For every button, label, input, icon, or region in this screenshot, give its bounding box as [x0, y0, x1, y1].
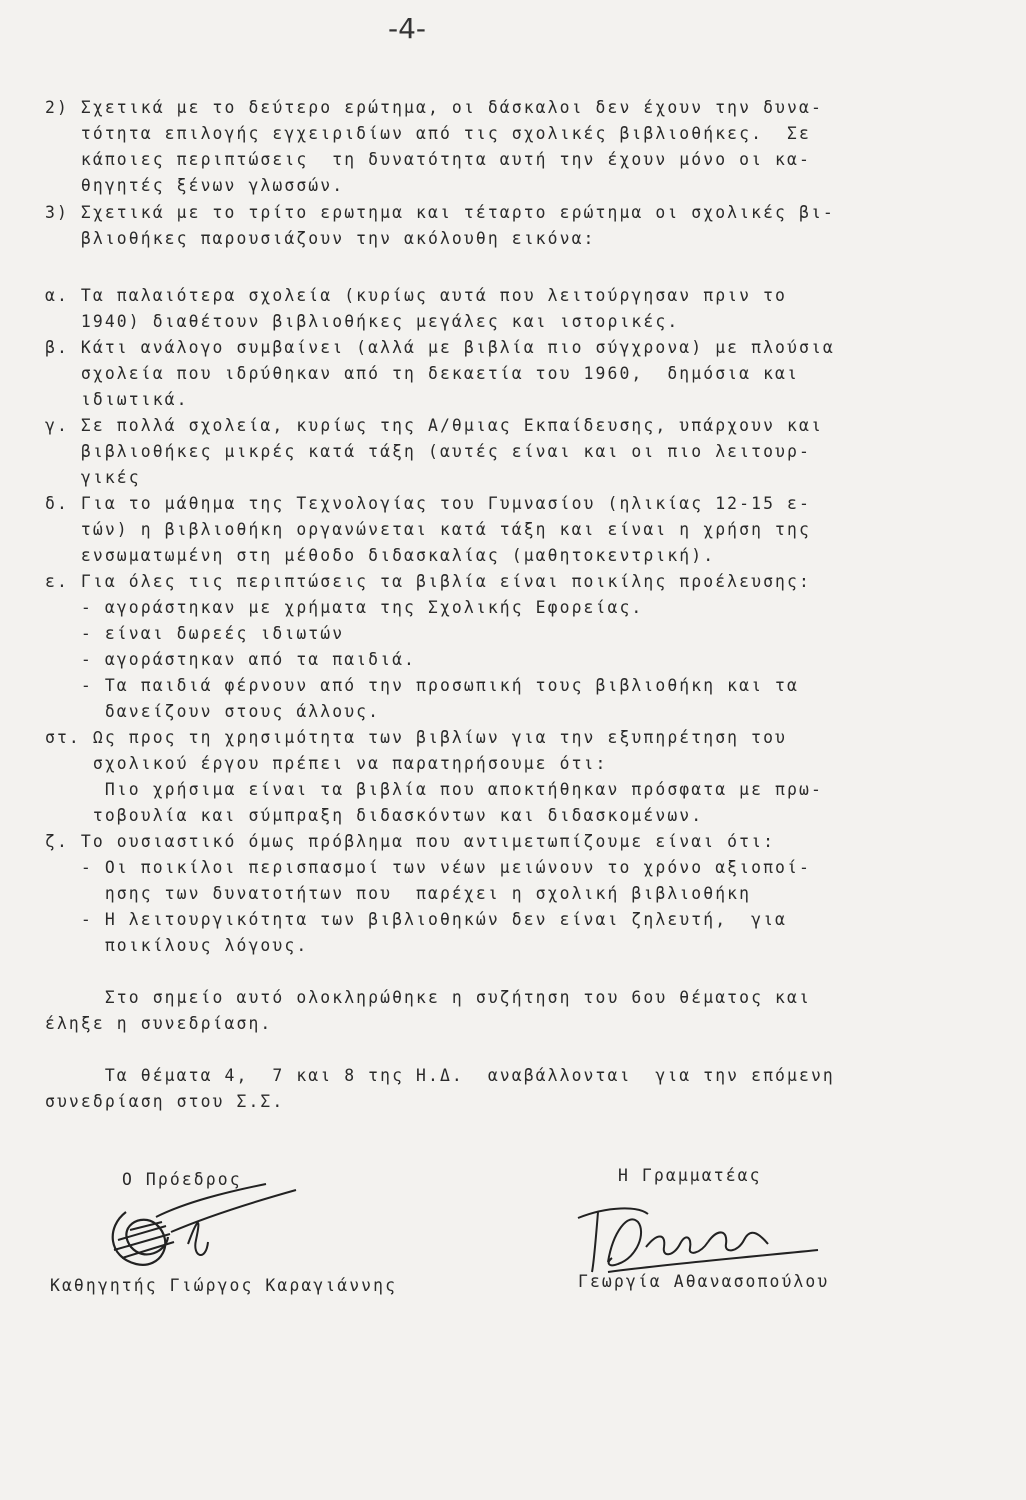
- text-line: δ. Για το μάθημα της Τεχνολογίας του Γυμνασίου (ηλικίας 12-15 ε-: [45, 494, 811, 513]
- text-line: τών) η βιβλιοθήκη οργανώνεται κατά τάξη και είναι η χρήση της: [45, 520, 811, 539]
- text-line: ησης των δυνατοτήτων που παρέχει η σχολική βιβλιοθήκη: [45, 884, 752, 903]
- secretary-name: Γεωργία Αθανασοπούλου: [578, 1272, 830, 1291]
- text-line: ζ. Το ουσιαστικό όμως πρόβλημα που αντιμετωπίζουμε είναι ότι:: [45, 832, 776, 851]
- text-line: Στο σημείο αυτό ολοκληρώθηκε η συζήτηση του 6ου θέματος και: [45, 988, 811, 1007]
- president-name: Καθηγητής Γιώργος Καραγιάννης: [50, 1276, 398, 1295]
- secretary-role: Η Γραμματέας: [618, 1166, 762, 1185]
- text-line: β. Κάτι ανάλογο συμβαίνει (αλλά με βιβλία πιο σύγχρονα) με πλούσια: [45, 338, 835, 357]
- text-line: 1940) διαθέτουν βιβλιοθήκες μεγάλες και ιστορικές.: [45, 312, 680, 331]
- text-line: βιβλιοθήκες μικρές κατά τάξη (αυτές είναι και οι πιο λειτουρ-: [45, 442, 811, 461]
- text-line: - Η λειτουργικότητα των βιβλιοθηκών δεν είναι ζηλευτή, για: [45, 910, 788, 929]
- text-line: τότητα επιλογής εγχειριδίων από τις σχολικές βιβλιοθήκες. Σε: [45, 124, 811, 143]
- text-line: - Οι ποικίλοι περισπασμοί των νέων μειώνουν το χρόνο αξιοποί-: [45, 858, 811, 877]
- text-line: στ. Ως προς τη χρησιμότητα των βιβλίων για την εξυπηρέτηση του: [45, 728, 788, 747]
- text-line: 3) Σχετικά με το τρίτο ερωτημα και τέταρτο ερώτημα οι σχολικές βι-: [45, 203, 835, 222]
- text-line: σχολικού έργου πρέπει να παρατηρήσουμε ότι:: [45, 754, 608, 773]
- text-line: γικές: [45, 468, 141, 487]
- text-line: σχολεία που ιδρύθηκαν από τη δεκαετία του 1960, δημόσια και: [45, 364, 799, 383]
- text-line: - Τα παιδιά φέρνουν από την προσωπική τους βιβλιοθήκη και τα: [45, 676, 799, 695]
- president-signature: [96, 1182, 326, 1282]
- text-line: Τα θέματα 4, 7 και 8 της Η.Δ. αναβάλλονται για την επόμενη: [45, 1066, 835, 1085]
- text-line: α. Τα παλαιότερα σχολεία (κυρίως αυτά που λειτούργησαν πριν το: [45, 286, 788, 305]
- text-line: Πιο χρήσιμα είναι τα βιβλία που αποκτήθηκαν πρόσφατα με πρω-: [45, 780, 823, 799]
- text-line: - είναι δωρεές ιδιωτών: [45, 624, 345, 643]
- text-line: βλιοθήκες παρουσιάζουν την ακόλουθη εικόνα:: [45, 229, 596, 248]
- text-line: τοβουλία και σύμπραξη διδασκόντων και διδασκομένων.: [45, 806, 704, 825]
- text-line: - αγοράστηκαν από τα παιδιά.: [45, 650, 417, 669]
- text-line: 2) Σχετικά με το δεύτερο ερώτημα, οι δάσκαλοι δεν έχουν την δυνα-: [45, 98, 823, 117]
- secretary-signature: [568, 1192, 828, 1282]
- text-line: γ. Σε πολλά σχολεία, κυρίως της Α/θμιας Εκπαίδευσης, υπάρχουν και: [45, 416, 823, 435]
- text-line: ποικίλους λόγους.: [45, 936, 309, 955]
- text-line: ε. Για όλες τις περιπτώσεις τα βιβλία είναι ποικίλης προέλευσης:: [45, 572, 811, 591]
- text-line: συνεδρίαση στου Σ.Σ.: [45, 1092, 285, 1111]
- text-line: - αγοράστηκαν με χρήματα της Σχολικής Εφορείας.: [45, 598, 644, 617]
- text-line: κάποιες περιπτώσεις τη δυνατότητα αυτή την έχουν μόνο οι κα-: [45, 150, 811, 169]
- text-line: δανείζουν στους άλλους.: [45, 702, 381, 721]
- text-line: ιδιωτικά.: [45, 390, 189, 409]
- text-line: θηγητές ξένων γλωσσών.: [45, 176, 345, 195]
- page-number: -4-: [388, 12, 427, 45]
- text-line: ενσωματωμένη στη μέθοδο διδασκαλίας (μαθητοκεντρική).: [45, 546, 716, 565]
- president-role: Ο Πρόεδρος: [122, 1170, 242, 1189]
- text-line: έληξε η συνεδρίαση.: [45, 1014, 273, 1033]
